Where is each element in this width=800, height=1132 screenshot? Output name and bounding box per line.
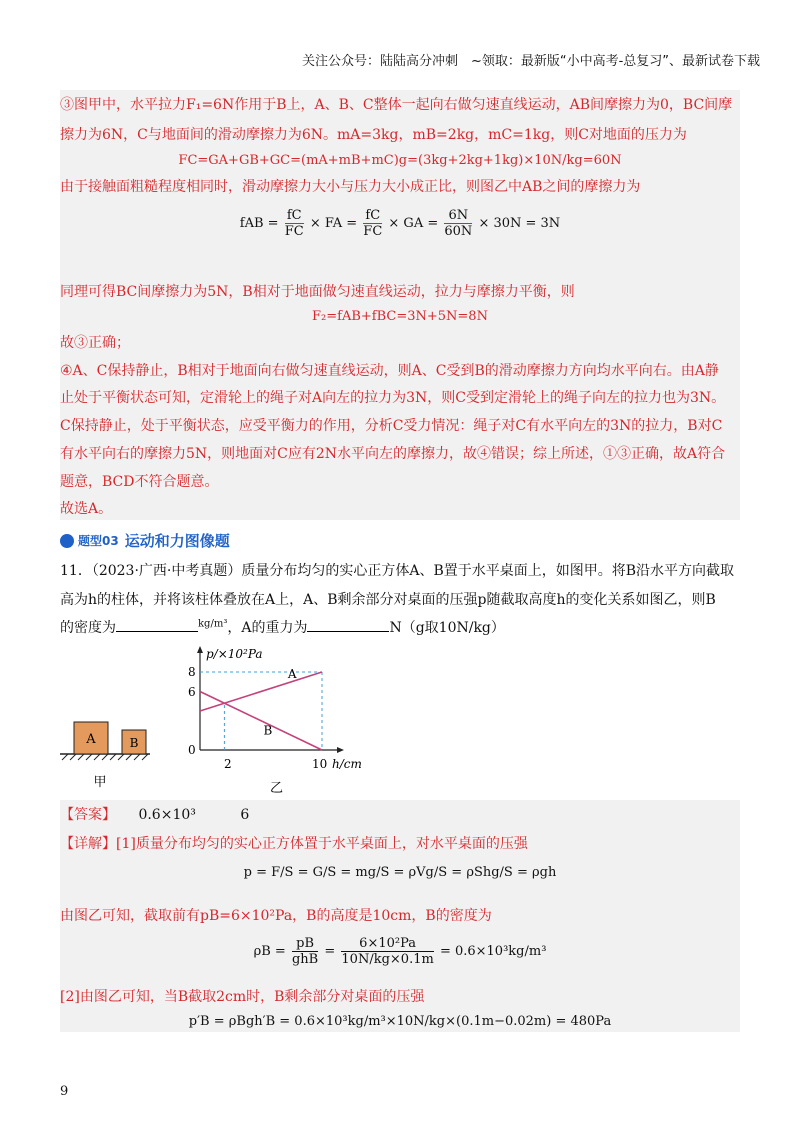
line-a-label: A: [287, 666, 297, 681]
y-tick-6: 6: [188, 685, 196, 699]
block-b-label: B: [129, 736, 139, 750]
question-line-3: 的密度为 $^{kg/m^3}$，A的重力为 N（g取10N/kg）: [60, 618, 505, 636]
x-tick-10: 10: [312, 757, 328, 771]
y-tick-0: 0: [188, 743, 196, 757]
page-header: 关注公众号：陆陆高分冲刺 ~领取：最新版“小中高考-总复习”、最新试卷下载: [301, 54, 760, 69]
question-line-1: 11．（2023·广西·中考真题）质量分布均匀的实心正方体A、B置于水平桌面上，如图甲。将B沿水平方向截取: [60, 563, 735, 579]
y-axis-label: p/×10²Pa: [206, 647, 263, 661]
eq-remaining-pressure: p′B = ρBgh′B = 0.6×10³kg/m³×10N/kg×(0.1m−0.02m) = 480Pa: [188, 1014, 612, 1029]
pin-icon: [60, 534, 74, 548]
sol-line-10: 题意，BCD不符合题意。: [60, 474, 219, 490]
sol-line-5: 故③正确；: [60, 335, 130, 351]
eq-fab: fAB = $\frac{fC}{FC}$ × FA = $\frac{fC}{FC}$ × GA = $\frac{6N}{60N}$ × 30N = 3N: [239, 208, 561, 239]
answer-blank-2[interactable]: [307, 619, 389, 632]
y-tick-8: 8: [188, 665, 196, 679]
eq-fc: FC=GA+GB+GC=(mA+mB+mC)g=(3kg+2kg+1kg)×10N/kg=60N: [178, 153, 622, 168]
line-b-label: B: [263, 723, 273, 738]
detail-line-3: [2]由图乙可知，当B截取2cm时，B剩余部分对桌面的压强: [60, 989, 425, 1005]
eq-density: ρB = $\frac{pB}{\text{ghB}}$ = $\frac{\text{6×10²Pa}}{10N/kg\times 0.1m}$ = 0.6×10³kg/m³: [253, 936, 547, 967]
sol-line-4: 同理可得BC间摩擦力为5N，B相对于地面做匀速直线运动，拉力与摩擦力平衡，则: [60, 284, 575, 300]
figure-jia: [60, 722, 150, 790]
sol-line-3: 由于接触面粗糙程度相同时，滑动摩擦力大小与压力大小成正比，则图乙中AB之间的摩擦力为: [60, 179, 641, 195]
x-axis-label: h/cm: [332, 757, 362, 771]
sol-line-11: 故选A。: [60, 501, 113, 517]
sol-line-8: C保持静止，处于平衡状态，应受平衡力的作用，分析C受力情况：绳子对C有水平向左的3N的拉力，B对C: [60, 418, 723, 434]
page-number: 9: [60, 1084, 69, 1099]
sol-line-1: ③图甲中，水平拉力F₁=6N作用于B上，A、B、C整体一起向右做匀速直线运动，AB间摩擦力为0，BC间摩: [60, 97, 733, 113]
x-axis-arrow-icon: [337, 747, 344, 753]
figure: [50, 640, 380, 800]
series-line-a: [200, 672, 322, 711]
sol-line-9: 有水平向右的摩擦力5N，则地面对C应有2N水平向左的摩擦力，故④错误；综上所述，①③正确，故A符合: [60, 446, 726, 462]
x-tick-2: 2: [224, 757, 232, 771]
answer-line: 【答案】 0.6×10³ 6: [60, 807, 250, 823]
sol-line-7: 止处于平衡状态可知，定滑轮上的绳子对A向左的拉力为3N，则C受到定滑轮上的绳子向左的拉力也为3N。: [60, 390, 726, 406]
detail-line-2: 由图乙可知，截取前有pB=6×10²Pa，B的高度是10cm，B的密度为: [60, 908, 492, 924]
eq-pressure: p = F/S = G/S = mg/S = ρVg/S = ρShg/S = ρgh: [243, 865, 557, 880]
sol-line-2: 擦力为6N，C与地面间的滑动摩擦力为6N。mA=3kg，mB=2kg，mC=1kg，则C对地面的压力为: [60, 127, 687, 143]
fig-jia-caption: 甲: [93, 775, 107, 790]
detail-line-1: 【详解】[1]质量分布均匀的实心正方体置于水平桌面上，对水平桌面的压强: [60, 836, 528, 852]
block-a-label: A: [86, 732, 96, 747]
sol-line-6: ④A、C保持静止，B相对于地面向右做匀速直线运动，则A、C受到B的滑动摩擦力方向均水平向右。由A静: [60, 363, 719, 379]
fig-yi-caption: 乙: [270, 781, 284, 796]
figure-yi-chart: [188, 646, 362, 796]
question-line-2: 高为h的柱体，并将该柱体叠放在A上，A、B剩余部分对桌面的压强p随截取高度h的变化关系如图乙，则B: [60, 592, 716, 608]
series-line-b: [200, 692, 322, 751]
section-heading: 题型03 运动和力图像题: [60, 530, 230, 551]
eq-f2: F₂=fAB+fBC=3N+5N=8N: [312, 309, 488, 324]
answer-blank-1[interactable]: [116, 619, 198, 632]
y-axis-arrow-icon: [197, 646, 203, 653]
